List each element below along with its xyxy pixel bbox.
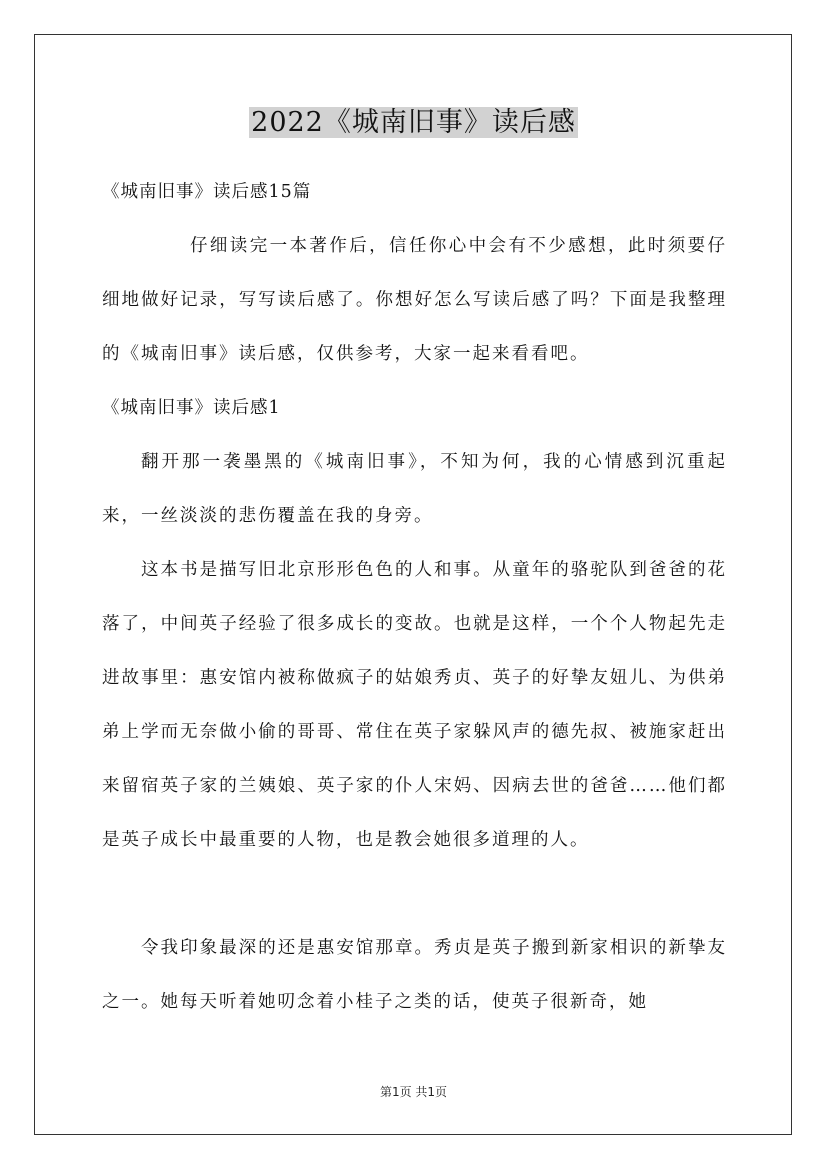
document-title bbox=[0, 104, 827, 142]
body-paragraph-1: 翻开那一袭墨黑的《城南旧事》，不知为何，我的心情感到沉重起来，一丝淡淡的悲伤覆盖在我的身旁。 bbox=[102, 452, 727, 526]
intro-paragraph: 仔细读完一本著作后，信任你心中会有不少感想，此时须要仔细地做好记录，写写读后感了。你想好怎么写读后感了吗？下面是我整理的《城南旧事》读后感，仅供参考，大家一起来看看吧。 bbox=[102, 236, 727, 364]
body-paragraph-3: 令我印象最深的还是惠安馆那章。秀贞是英子搬到新家相识的新挚友之一。她每天听着她叨念着小桂子之类的话，使英子很新奇，她 bbox=[102, 938, 727, 1012]
page-footer: 第1页 共1页 bbox=[379, 1085, 448, 1099]
document-title-text: 2022《城南旧事》读后感 bbox=[251, 107, 576, 138]
document-subtitle: 《城南旧事》读后感15篇 bbox=[102, 182, 312, 202]
section-heading: 《城南旧事》读后感1 bbox=[102, 398, 281, 418]
body-paragraph-2: 这本书是描写旧北京形形色色的人和事。从童年的骆驼队到爸爸的花落了，中间英子经验了很多成长的变故。也就是这样，一个个人物起先走进故事里：惠安馆内被称做疯子的姑娘秀贞、英子的好挚友妞儿、为供弟弟上学而无奈做小偷的哥哥、常住在英子家躲风声的德先叔、被施家赶出来留宿英子家的兰姨娘、英子家的仆人宋妈、因病去世的爸爸……他们都是英子成长中最重要的人物，也是教会她很多道理的人。 bbox=[102, 560, 727, 850]
